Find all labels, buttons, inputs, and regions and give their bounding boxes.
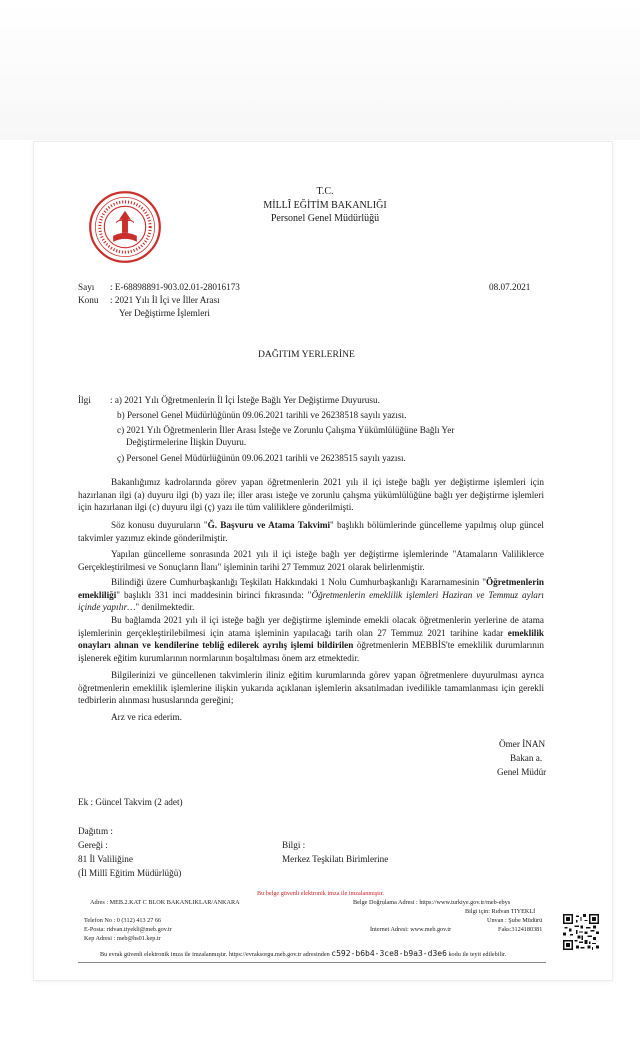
footer-info-contact: Bilgi için: Rıdvan TIYEKLİ xyxy=(465,908,536,915)
footer-fax: Faks:3124180381 xyxy=(498,926,543,933)
ilgi-c-cont: Değiştirmelerine İlişkin Duyuru. xyxy=(126,437,247,447)
paragraph-4: Bilindiği üzere Cumhurbaşkanlığı Teşkilatı Hakkındaki 1 Nolu Cumhurbaşkanlığı Kararnamesinin "Öğretmenlerin emekliliği" başlıklı 331 inci maddesinin birinci fıkrasında: "Öğretmenlerin emeklilik işlemleri Haziran ve Temmuz ayları içinde yapılır…" denilmektedir. xyxy=(78,577,544,613)
attachment: Ek : Güncel Takvim (2 adet) xyxy=(78,797,183,807)
header-tc: T.C. xyxy=(316,186,334,197)
paragraph-6: Bilgilerinizi ve güncellenen takvimlerin iliniz eğitim kurumlarında görev yapan öğretmenlere duyurulması ayrıca öğretmenlerin emeklilik işlemlerine ilişkin yukarıda açıklanan işlemlerin aksatılmadan ivedilikle tamamlanması için gerekli tedbirlerin alınması hususlarında gereğini; xyxy=(78,670,544,706)
ilgi-label: İlgi xyxy=(78,395,91,405)
letterhead xyxy=(160,185,490,226)
footer-address: Adres : MEB.2.KAT C BLOK BAKANLIKLAR/ANKARA xyxy=(90,899,240,906)
gereg-label: Gereği : xyxy=(78,840,108,850)
footer-title: Unvan : Şube Müdürü xyxy=(487,917,543,924)
signature-role: Bakan a. xyxy=(510,753,543,763)
footer-email: E-Posta: ridvan.tiyekli@meb.gov.tr xyxy=(84,926,172,933)
header-department: Personel Genel Müdürlüğü xyxy=(270,213,380,224)
paragraph-1: Bakanlığımız kadrolarında görev yapan öğretmenlerin 2021 yılı il içi isteğe bağlı yer değiştirme işlemleri için hazırlanan ilgi (a) duyuru ilgi (b) yazı ile; iller arası isteğe ve zorunlu çalışma yükümlülüğüne bağlı yer değiştirme işlemleri için hazırlanan ilgi (c) duyuru ilgi (ç) yazı ile tüm valiliklere gönderilmişti. xyxy=(78,477,544,513)
ilgi-b: b) Personel Genel Müdürlüğünün 09.06.2021 tarihli ve 26238518 sayılı yazısı. xyxy=(117,410,407,420)
addressee: DAĞITIM YERLERİNE xyxy=(258,349,355,360)
signature-title: Genel Müdür xyxy=(497,767,547,777)
ilgi-d: ç) Personel Genel Müdürlüğünün 09.06.2021 tarihli ve 26238515 sayılı yazısı. xyxy=(117,453,406,463)
footer-internet: İnternet Adresi: www.meb.gov.tr xyxy=(370,926,452,933)
footer-phone: Telefon No : 0 (312) 413 27 66 xyxy=(84,917,162,924)
paragraph-2: Söz konusu duyuruların "Ğ. Başvuru ve Atama Takvimi" başlıklı bölümlerinde güncelleme yapılmış olup güncel takvimler yazımız ekinde gönderilmiştir. xyxy=(78,520,544,543)
bilgi-item-1: Merkez Teşkilatı Birimlerine xyxy=(282,854,389,864)
konu-value-cont: Yer Değiştirme İşlemleri xyxy=(119,308,210,318)
document-date: 08.07.2021 xyxy=(489,282,531,292)
sayi-value: : E-68898891-903.02.01-28016173 xyxy=(110,282,240,292)
konu-label: Konu xyxy=(78,295,99,305)
footer-divider xyxy=(78,962,546,963)
header-ministry: MİLLÎ EĞİTİM BAKANLIĞI xyxy=(263,199,387,211)
konu-value: : 2021 Yılı İl İçi ve İller Arası xyxy=(110,295,220,305)
closing: Arz ve rica ederim. xyxy=(111,712,182,722)
footer-verify-url: Belge Doğrulama Adresi : https://www.turkiye.gov.tr/meb-ebys xyxy=(353,899,511,906)
sayi-label: Sayı xyxy=(78,282,95,292)
distribution-label: Dağıtım : xyxy=(78,826,113,836)
gereg-item-1: 81 İl Valiliğine xyxy=(78,854,133,864)
ministry-seal-logo xyxy=(88,190,162,264)
background-top xyxy=(0,0,640,140)
footer-bottom-notice: Bu evrak güvenli elektronik imza ile imzalanmıştır. https://evraksorgu.meb.gov.tr adresinden c592-b6b4-3ce8-b9a3-d3e6 kodu ile teyit edilebilir. xyxy=(100,949,507,958)
qr-code xyxy=(563,914,599,950)
bilgi-label: Bilgi : xyxy=(282,840,306,850)
esign-notice: Bu belge güvenli elektronik imza ile imzalanmıştır. xyxy=(257,890,384,897)
paragraph-5: Bu bağlamda 2021 yılı il içi isteğe bağlı yer değiştirme işleminde emekli olacak öğretmenlerin yerlerine de atama işlemlerinin gerçekleştirilebilmesi için atama işleminin yapılacağı tarih olan 27 Temmuz 2021 tarihine kadar emeklilik onayları alınan ve kendilerine tebliğ edilerek ayrılış işlemi bildirilen öğretmenlerin MEBBİS'te emeklilik durumlarının işlenerek eğitim kurumlarının normlarının boşaltılması önem arz etmektedir. xyxy=(78,615,544,664)
footer-kep: Kep Adresi : meb@hs01.kep.tr xyxy=(84,935,161,942)
paragraph-3: Yapılan güncelleme sonrasında 2021 yılı il içi isteğe bağlı yer değiştirme işlemlerinde "Atamaların Valiliklerce Gerçekleştirilmesi ve Sonuçların İlanı" işleminin tarihi 27 Temmuz 2021 olarak belirlenmiştir. xyxy=(78,549,544,572)
gereg-item-2: (İl Millî Eğitim Müdürlüğü) xyxy=(78,868,182,878)
ilgi-a: : a) 2021 Yılı Öğretmenlerin İl İçi İsteğe Bağlı Yer Değiştirme Duyurusu. xyxy=(110,395,380,405)
signature-name: Ömer İNAN xyxy=(499,739,546,749)
verification-code: c592-b6b4-3ce8-b9a3-d3e6 xyxy=(331,949,447,958)
ilgi-c: c) 2021 Yılı Öğretmenlerin İller Arası İsteğe ve Zorunlu Çalışma Yükümlülüğüne Bağlı Yer xyxy=(117,425,455,435)
